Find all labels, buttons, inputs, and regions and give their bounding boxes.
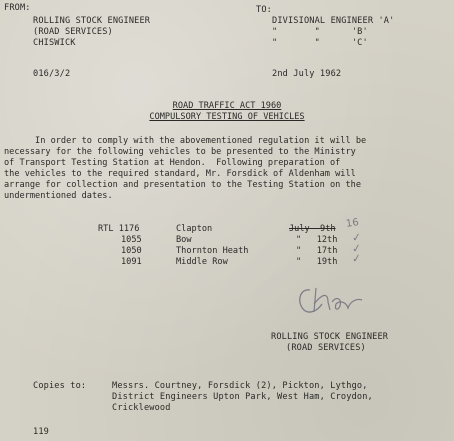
handwritten-signature-icon bbox=[292, 280, 372, 320]
copies-line-3: Cricklewood bbox=[112, 403, 171, 413]
copies-line-1: Messrs. Courtney, Forsdick (2), Pickton, Lythgo, bbox=[112, 381, 368, 391]
to-line-1: DIVISIONAL ENGINEER 'A' bbox=[272, 16, 395, 26]
copies-line-2: District Engineers Upton Park, West Ham, Croydon, bbox=[112, 392, 373, 402]
from-line-3: CHISWICK bbox=[33, 38, 76, 48]
title-line-2: COMPULSORY TESTING OF VEHICLES bbox=[149, 112, 305, 122]
title-line-1: ROAD TRAFFIC ACT 1960 bbox=[172, 101, 282, 111]
to-label: TO: bbox=[256, 5, 272, 15]
body-line-4: the vehicles to the required standard, Mr. Forsdick of Aldenham will bbox=[4, 169, 356, 179]
body-line-1: In order to comply with the abovementioned regulation it will be bbox=[4, 136, 367, 146]
from-label: FROM: bbox=[4, 3, 31, 13]
vehicle-depot: Bow bbox=[176, 235, 192, 245]
vehicle-reg: 1055 bbox=[121, 235, 142, 245]
vehicle-reg: 1050 bbox=[121, 246, 142, 256]
body-line-6: undermentioned dates. bbox=[4, 191, 113, 201]
tick-mark-icon: ✓ bbox=[351, 230, 363, 245]
signature-title-line-2: (ROAD SERVICES) bbox=[286, 343, 366, 353]
body-line-5: arrange for collection and presentation to the Testing Station on the bbox=[4, 180, 361, 190]
handwritten-date-correction: 16 bbox=[345, 217, 360, 230]
tick-mark-icon: ✓ bbox=[351, 251, 363, 266]
copies-label: Copies to: bbox=[33, 381, 87, 391]
reference-number: 016/3/2 bbox=[33, 69, 71, 79]
vehicle-date: " 17th bbox=[296, 246, 338, 256]
tick-mark-icon: ✓ bbox=[351, 241, 363, 256]
signature-title-line-1: ROLLING STOCK ENGINEER bbox=[271, 332, 389, 342]
vehicle-depot: Middle Row bbox=[176, 257, 228, 267]
to-line-2: " " 'B' bbox=[272, 27, 368, 37]
to-line-3: " " 'C' bbox=[272, 38, 368, 48]
from-line-1: ROLLING STOCK ENGINEER bbox=[33, 16, 151, 26]
vehicle-date: July 9th bbox=[289, 224, 336, 234]
page-number: 119 bbox=[33, 427, 49, 437]
letter-date: 2nd July 1962 bbox=[272, 69, 342, 79]
vehicle-date: " 19th bbox=[296, 257, 338, 267]
vehicle-date: " 12th bbox=[296, 235, 338, 245]
body-line-3: of Transport Testing Station at Hendon. Following preparation of bbox=[4, 158, 341, 168]
vehicle-depot: Clapton bbox=[176, 224, 213, 234]
from-line-2: (ROAD SERVICES) bbox=[33, 27, 113, 37]
vehicle-depot: Thornton Heath bbox=[176, 246, 249, 256]
vehicle-reg: 1091 bbox=[121, 257, 142, 267]
vehicle-reg: RTL 1176 bbox=[98, 224, 140, 234]
body-line-2: necessary for the following vehicles to be presented to the Ministry bbox=[4, 147, 356, 157]
